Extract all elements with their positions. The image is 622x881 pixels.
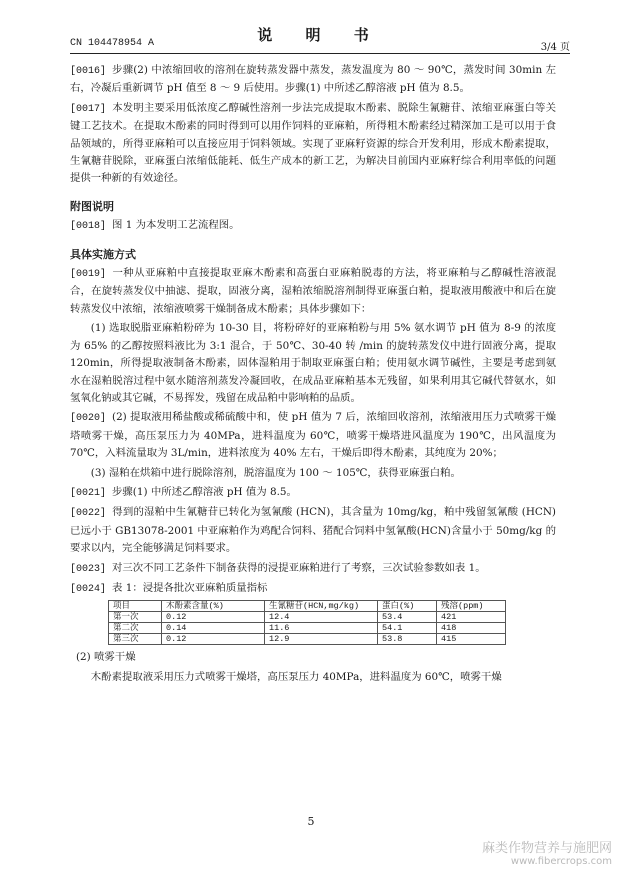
page-label: 3/4 页 (540, 42, 570, 53)
paragraph-0016 (70, 62, 556, 98)
paragraph-text: 图 1 为本发明工艺流程图。 (112, 219, 240, 232)
table-cell: 0.14 (162, 623, 265, 634)
table-cell: 53.4 (378, 612, 437, 623)
paragraph-0017 (70, 100, 556, 188)
paragraph-tag: [0020] (70, 413, 107, 425)
table-caption: 表 1：浸提各批次亚麻粕质量指标 (112, 581, 268, 594)
step-1-text: (1) 选取脱脂亚麻粕粉碎为 10-30 目，将粉碎好的亚麻粕粉与用 5% 氨水调节 pH 值为 8-9 的浓度为 65% 的乙醇按照料液比为 3:1 混合，于 50℃、30-40 转 /min 的旋转蒸发仪中进行固液分离，提取 120min，所得提取液制备木酚素，固体湿粕用于制取亚麻蛋白粕；使用氨水调节碱性，主要是考虑到氨水在湿粕脱溶过程中氨水随溶剂蒸发冷凝回收，在成品亚麻粕基本无残留，如果利用其它碱代替氨水，如氢氧化钠或其它碱，不易挥发，残留在成品粕中影响粕的品质。 (70, 322, 556, 404)
table-cell: 421 (437, 612, 506, 623)
table-header-cell: 蛋白(%) (378, 601, 437, 612)
paragraph-0018 (70, 217, 556, 235)
document-body (70, 62, 556, 688)
table-header-cell: 生氰糖苷(HCN,mg/kg) (265, 601, 378, 612)
paragraph-tag: [0021] (70, 487, 107, 499)
header-rule (70, 53, 570, 54)
paragraph-0020 (70, 409, 556, 462)
paragraph-tag: [0024] (70, 583, 107, 595)
table-cell: 11.6 (265, 623, 378, 634)
paragraph-tag: [0023] (70, 563, 107, 575)
paragraph-text: 得到的湿粕中生氰糖苷已转化为氢氰酸 (HCN)，其含量为 10mg/kg，粕中残留氢氰酸 (HCN) 已远小于 GB13078-2001 中亚麻粕作为鸡配合饲料、猪配合饲料中氢氰酸(HCN)含量小于 50mg/kg 的要求以内，完全能够满足饲料要求。 (70, 506, 556, 555)
table-header-cell: 项目 (109, 601, 162, 612)
page-header (70, 16, 570, 52)
paragraph-0023 (70, 560, 556, 578)
step-3-text: (3) 湿粕在烘箱中进行脱除溶剂，脱溶温度为 100 ～ 105℃，获得亚麻蛋白粕。 (90, 466, 461, 479)
table-cell: 418 (437, 623, 506, 634)
table-cell: 0.12 (162, 634, 265, 645)
subheading-spray-drying: (2) 喷雾干燥 (76, 651, 136, 664)
table-header-cell: 木酚素含量(%) (162, 601, 265, 612)
paragraph-text: 对三次不同工艺条件下制备获得的浸提亚麻粕进行了考察，三次试验参数如表 1。 (112, 561, 486, 574)
table-cell: 第二次 (109, 623, 162, 634)
paragraph-text: 步骤(1) 中所述乙醇溶液 pH 值为 8.5。 (112, 485, 297, 498)
table-cell: 12.9 (265, 634, 378, 645)
section-heading-figures: 附图说明 (70, 199, 114, 213)
publication-number: CN 104478954 A (70, 38, 155, 49)
table-cell: 54.1 (378, 623, 437, 634)
table-header-row (109, 601, 506, 612)
table-cell: 12.4 (265, 612, 378, 623)
paragraph-text: 一种从亚麻粕中直接提取亚麻木酚素和高蛋白亚麻粕脱毒的方法，将亚麻粕与乙醇碱性溶液混合，在旋转蒸发仪中抽滤、提取，固液分离，湿粕浓缩脱溶剂制得亚麻蛋白粕，提取液用酸液中和后在旋转蒸发仪中浓缩，浓缩液喷雾干燥制备成木酚素；具体步骤如下： (70, 267, 556, 315)
table-cell: 第一次 (109, 612, 162, 623)
quality-table (108, 600, 506, 645)
paragraph-0019 (70, 265, 556, 318)
watermark (482, 837, 612, 867)
paragraph-0022 (70, 504, 556, 557)
table-cell: 第三次 (109, 634, 162, 645)
closing-line: 木酚素提取液采用压力式喷雾干燥塔，高压泵压力 40MPa，进料温度为 60℃，喷雾干燥 (90, 670, 502, 683)
paragraph-tag: [0019] (70, 269, 107, 281)
watermark-line-2: www.fibercrops.com (510, 856, 612, 867)
paragraph-0024 (70, 580, 556, 598)
table-row (109, 623, 506, 634)
table-cell: 53.8 (378, 634, 437, 645)
paragraph-text: 本发明主要采用低浓度乙醇碱性溶剂一步法完成提取木酚素、脱除生氰糖苷、浓缩亚麻蛋白等关键工艺技术。在提取木酚素的同时得到可以用作饲料的亚麻粕，所得粗木酚素经过精深加工是可以用于食品领域的，所得亚麻粕可以直接应用于饲料领域。实现了亚麻籽资源的综合开发利用，形成木酚素提取，生氰糖苷脱除，亚麻蛋白浓缩低能耗、低生产成本的新工艺，为解决目前国内亚麻籽综合利用率低的问题提供一种新的有效途径。 (70, 101, 556, 185)
paragraph-tag: [0016] (70, 66, 107, 77)
watermark-line-1: 麻类作物营养与施肥网 (481, 841, 612, 856)
paragraph-tag: [0017] (70, 103, 107, 115)
table-cell: 415 (437, 634, 506, 645)
page-number: 5 (307, 815, 315, 828)
section-heading-embodiment: 具体实施方式 (70, 247, 136, 261)
table-cell: 0.12 (162, 612, 265, 623)
document-title: 说 明 书 (257, 26, 383, 44)
table-row (109, 634, 506, 645)
table-header-cell: 残溶(ppm) (437, 601, 506, 612)
paragraph-0021 (70, 484, 556, 502)
paragraph-text: 步骤(2) 中浓缩回收的溶剂在旋转蒸发器中蒸发，蒸发温度为 80 ～ 90℃，蒸发时间 30min 左右，冷凝后重新调节 pH 值至 8 ～ 9 后使用。步骤(1) 中所述乙醇溶液 pH 值为 8.5。 (70, 64, 556, 95)
paragraph-tag: [0022] (70, 508, 107, 520)
paragraph-text: (2) 提取液用稀盐酸或稀硫酸中和，使 pH 值为 7 后，浓缩回收溶剂，浓缩液用压力式喷雾干燥塔喷雾干燥，高压泵压力为 40MPa，进料温度为 60℃，喷雾干燥塔进风温度为 190℃，出风温度为 70℃，入料流量取为 3L/min，进料浓度为 40% 左右，干燥后即得木酚素，其纯度为 20%； (70, 411, 556, 460)
paragraph-tag: [0018] (70, 221, 107, 233)
table-row (109, 612, 506, 623)
